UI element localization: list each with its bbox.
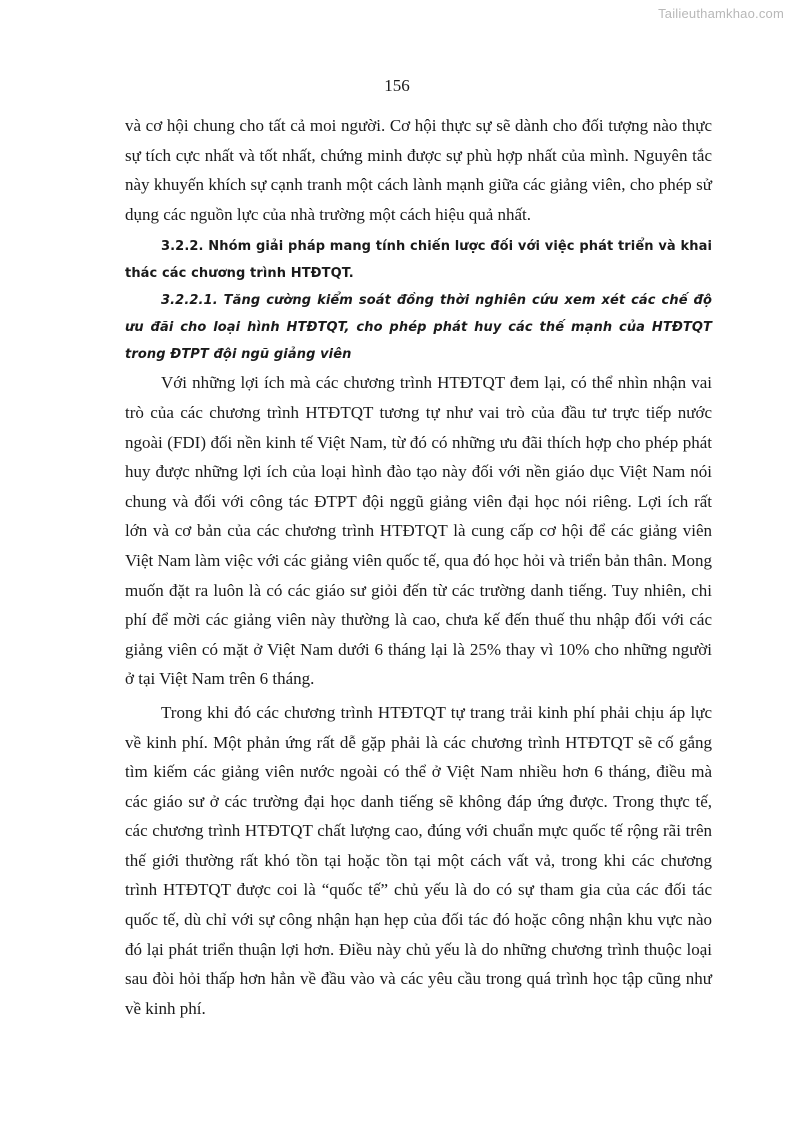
paragraph-2: Với những lợi ích mà các chương trình HTĐTQT đem lại, có thể nhìn nhận vai trò của các chương trình HTĐTQT tương tự như vai trò của đầu tư trực tiếp nước ngoài (FDI) đối nền kinh tế Việt Nam, từ đó có những ưu đãi thích hợp cho phép phát huy được những lợi ích của loại hình đào tạo này đối với nền giáo dục Việt Nam nói chung và đối với công tác ĐTPT đội nggũ giảng viên đại học nói riêng. Lợi ích rất lớn và cơ bản của các chương trình HTĐTQT là cung cấp cơ hội để các giảng viên Việt Nam làm việc với các giảng viên quốc tế, qua đó học hỏi và triển bản thân. Mong muốn đặt ra luôn là có các giáo sư giỏi đến từ các trường danh tiếng. Tuy nhiên, chi phí để mời các giảng viên này thường là cao, chưa kế đến thuế thu nhập đối với các giảng viên có mặt ở Việt Nam dưới 6 tháng lại là 25% thay vì 10% cho những người ở tại Việt Nam trên 6 tháng. (125, 373, 712, 689)
watermark: Tailieuthamkhao.com (658, 6, 784, 21)
subsection-heading-3-2-2-1: 3.2.2.1. Tăng cường kiểm soát đồng thời nghiên cứu xem xét các chế độ ưu đãi cho loại hình HTĐTQT, cho phép phát huy các thế mạnh của HTĐTQT trong ĐTPT đội ngũ giảng viên (125, 293, 712, 363)
paragraph-3: Trong khi đó các chương trình HTĐTQT tự trang trải kinh phí phải chịu áp lực về kinh phí. Một phản ứng rất dễ gặp phải là các chương trình HTĐTQT sẽ cố gắng tìm kiếm các giảng viên nước ngoài có thể ở Việt Nam nhiều hơn 6 tháng, điều mà các giáo sư ở các trường đại học danh tiếng sẽ không đáp ứng được. Trong thực tế, các chương trình HTĐTQT chất lượng cao, đúng với chuẩn mực quốc tế rộng rãi trên thế giới thường rất khó tồn tại hoặc tồn tại một cách vất vả, trong khi các chương trình HTĐTQT được coi là “quốc tế” chủ yếu là do có sự tham gia của các đối tác quốc tế, dù chỉ với sự công nhận hạn hẹp của đối tác đó hoặc công nhận khu vực nào đó lại phát triển thuận lợi hơn. Điều này chủ yếu là do những chương trình thuộc loại sau đòi hỏi thấp hơn hẳn về đầu vào và các yêu cầu trong quá trình học tập cũng như về kinh phí. (125, 702, 712, 1018)
document-body (125, 111, 712, 1023)
paragraph-1: và cơ hội chung cho tất cả moi người. Cơ hội thực sự sẽ dành cho đối tượng nào thực sự tích cực nhất và tốt nhất, chứng minh được sự phù hợp nhất của mình. Nguyên tắc này khuyến khích sự cạnh tranh một cách lành mạnh giữa các giảng viên, cho phép sử dụng các nguồn lực của nhà trường một cách hiệu quả nhất. (125, 116, 712, 224)
section-heading-3-2-2: 3.2.2. Nhóm giải pháp mang tính chiến lược đối với việc phát triển và khai thác các chương trình HTĐTQT. (125, 239, 712, 282)
page-number: 156 (384, 76, 410, 95)
